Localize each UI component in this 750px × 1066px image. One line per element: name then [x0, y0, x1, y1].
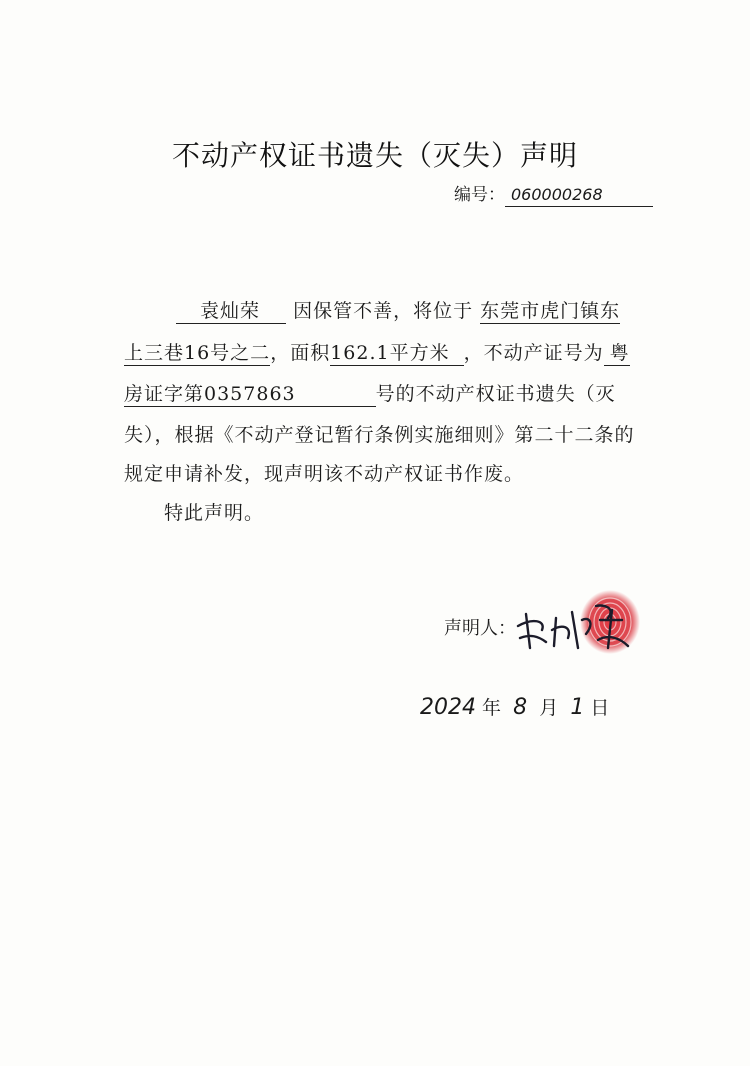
body-line-3 [124, 379, 616, 407]
body-text: 号的不动产权证书遗失（灭 [375, 383, 616, 405]
body-text: 因保管不善，将位于 [293, 300, 474, 322]
owner-name: 袁灿荣 [176, 299, 286, 324]
declarant-label: 声明人： [444, 618, 516, 639]
fingerprint-icon [512, 590, 642, 660]
body-line-1 [124, 296, 620, 324]
document-title: 不动产权证书遗失（灭失）声明 [171, 139, 578, 172]
body-text: ，不动产证号为 [463, 342, 604, 364]
body-line-5: 规定申请补发，现声明该不动产权证书作废。 [124, 463, 525, 485]
date-year: 2024 [420, 695, 476, 720]
property-address-cont: 上三巷16号之二 [124, 342, 271, 364]
signing-date [420, 693, 609, 720]
signature-with-fingerprint [512, 590, 642, 660]
certificate-number-cont: 房证字第0357863 [124, 382, 376, 407]
property-area: 162.1平方米 [330, 341, 463, 366]
serial-value: 060000268 [505, 184, 653, 207]
certificate-number: 粤 [604, 341, 630, 366]
date-month: 8 [513, 695, 528, 720]
date-day: 1 [570, 695, 585, 720]
body-line-2 [124, 338, 630, 366]
month-label: 月 [539, 697, 559, 719]
serial-label: 编号： [454, 185, 505, 205]
body-line-4: 失），根据《不动产登记暂行条例实施细则》第二十二条的 [124, 424, 635, 446]
day-label: 日 [590, 697, 610, 719]
property-address: 东莞市虎门镇东 [480, 300, 621, 322]
body-text: ，面积 [270, 342, 331, 364]
year-label: 年 [482, 697, 502, 719]
closing-statement: 特此声明。 [164, 502, 265, 524]
serial-number [454, 180, 653, 207]
